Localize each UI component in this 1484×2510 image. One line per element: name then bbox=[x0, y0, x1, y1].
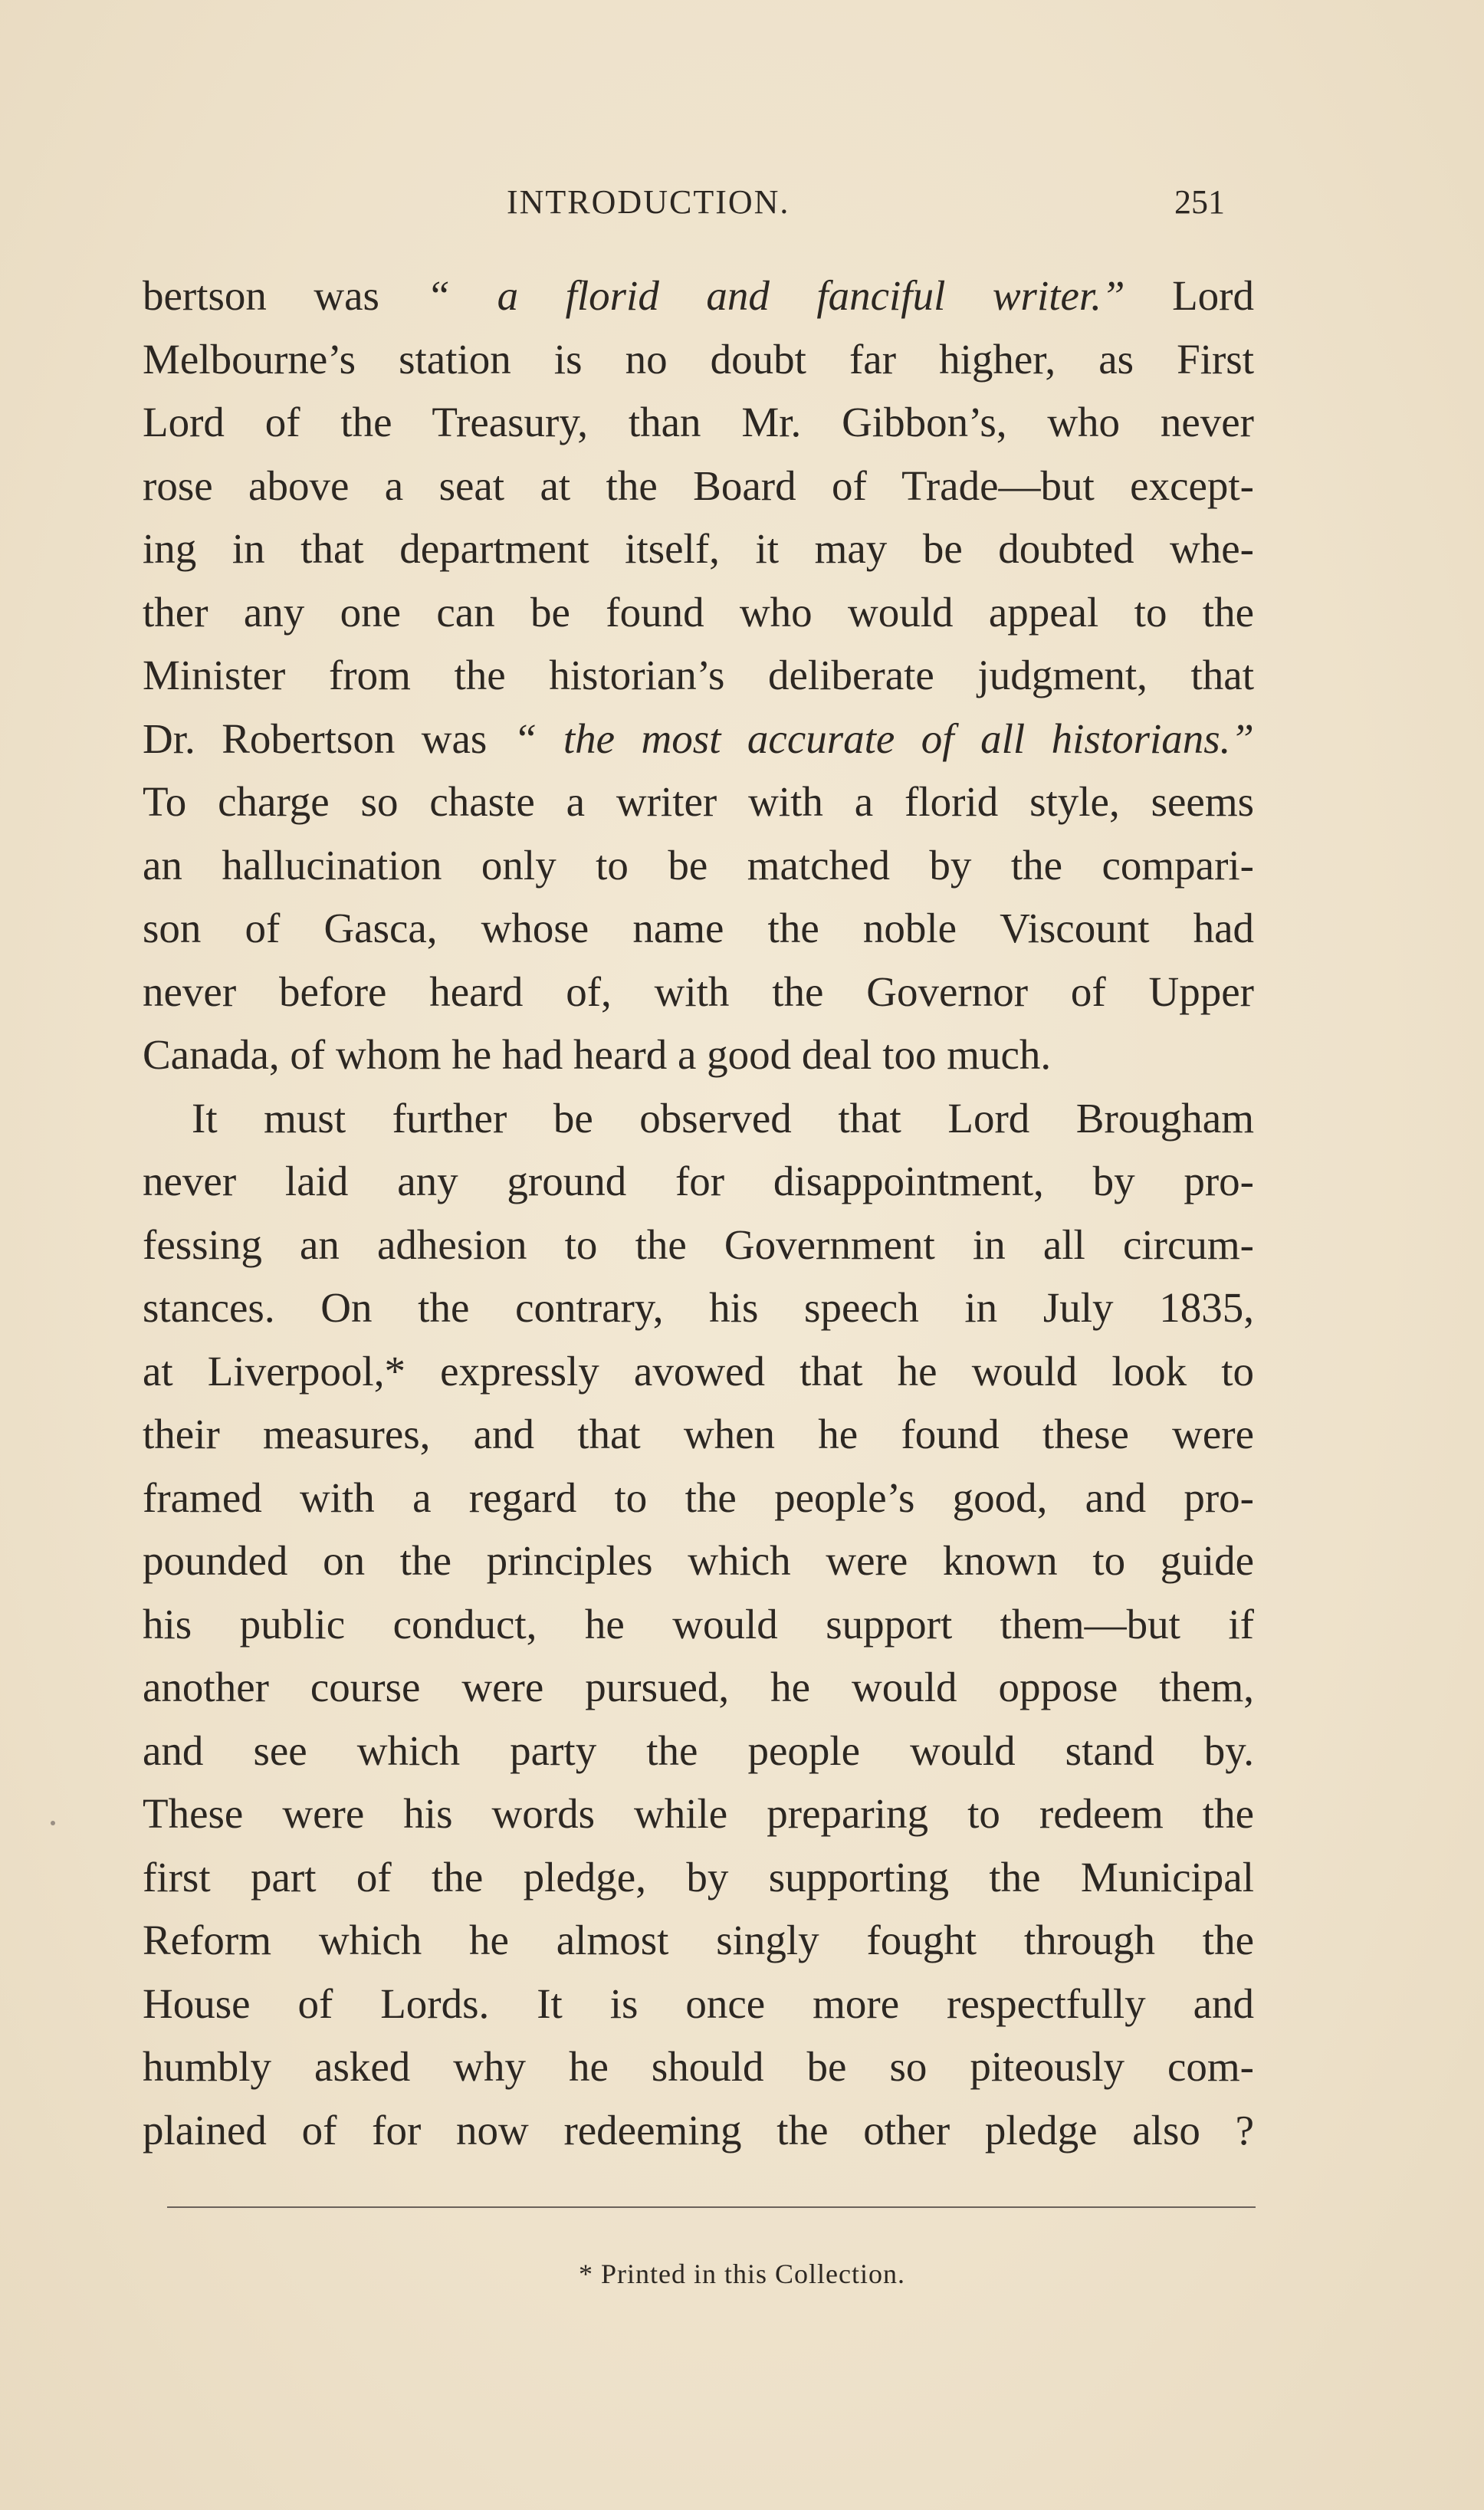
body-text bbox=[143, 264, 1254, 2162]
footnote: * Printed in this Collection. bbox=[579, 2259, 905, 2289]
text-line: never laid any ground for disappointment, by pro- bbox=[143, 1158, 1254, 1204]
text-line: his public conduct, he would support them—but if bbox=[143, 1600, 1254, 1648]
text-line: Dr. Robertson was “ the most accurate of all historians.” bbox=[143, 715, 1254, 762]
text-line: plained of for now redeeming the other pledge also ? bbox=[143, 2106, 1254, 2154]
page-speck bbox=[51, 1821, 55, 1825]
text-line: pounded on the principles which were known to guide bbox=[143, 1537, 1254, 1584]
text-line: Minister from the historian’s deliberate judgment, that bbox=[143, 652, 1254, 698]
text-line: stances. On the contrary, his speech in July 1835, bbox=[143, 1284, 1254, 1331]
text-line: their measures, and that when he found these were bbox=[143, 1411, 1254, 1457]
text-line: Canada, of whom he had heard a good deal too much. bbox=[143, 1031, 1052, 1078]
text-line: fessing an adhesion to the Government in all circum- bbox=[143, 1221, 1254, 1268]
text-line: first part of the pledge, by supporting the Municipal bbox=[143, 1853, 1254, 1901]
text-line: never before heard of, with the Governor of Upper bbox=[143, 968, 1254, 1015]
text-line: These were his words while preparing to redeem the bbox=[143, 1790, 1254, 1837]
text-line: an hallucination only to be matched by the compari- bbox=[143, 841, 1254, 889]
text-line: bertson was “ a florid and fanciful writer.” Lord bbox=[143, 272, 1254, 319]
text-line: humbly asked why he should be so piteously com- bbox=[143, 2043, 1254, 2090]
text-line: Reform which he almost singly fought through the bbox=[143, 1917, 1254, 1963]
page-number: 251 bbox=[1174, 183, 1225, 221]
text-line: son of Gasca, whose name the noble Viscount had bbox=[143, 905, 1254, 951]
text-line: another course were pursued, he would oppose them, bbox=[143, 1664, 1254, 1710]
running-title: INTRODUCTION. bbox=[507, 183, 790, 221]
text-line: at Liverpool,* expressly avowed that he would look to bbox=[143, 1347, 1254, 1395]
footnote-rule bbox=[167, 2206, 1256, 2208]
text-line: framed with a regard to the people’s good, and pro- bbox=[143, 1473, 1254, 1521]
running-head bbox=[143, 182, 1254, 228]
text-line: House of Lords. It is once more respectfully and bbox=[143, 1979, 1254, 2027]
text-line: ing in that department itself, it may be doubted whe- bbox=[143, 525, 1254, 572]
text-line-paragraph-start: It must further be observed that Lord Brougham bbox=[192, 1094, 1254, 1142]
text-line: Lord of the Treasury, than Mr. Gibbon’s, who never bbox=[143, 399, 1254, 445]
text-line: ther any one can be found who would appeal to the bbox=[143, 588, 1254, 636]
text-line: rose above a seat at the Board of Trade—but except- bbox=[143, 462, 1254, 509]
text-line: and see which party the people would stand by. bbox=[143, 1726, 1254, 1774]
text-line: To charge so chaste a writer with a florid style, seems bbox=[143, 778, 1254, 825]
text-line: Melbourne’s station is no doubt far higher, as First bbox=[143, 335, 1254, 383]
